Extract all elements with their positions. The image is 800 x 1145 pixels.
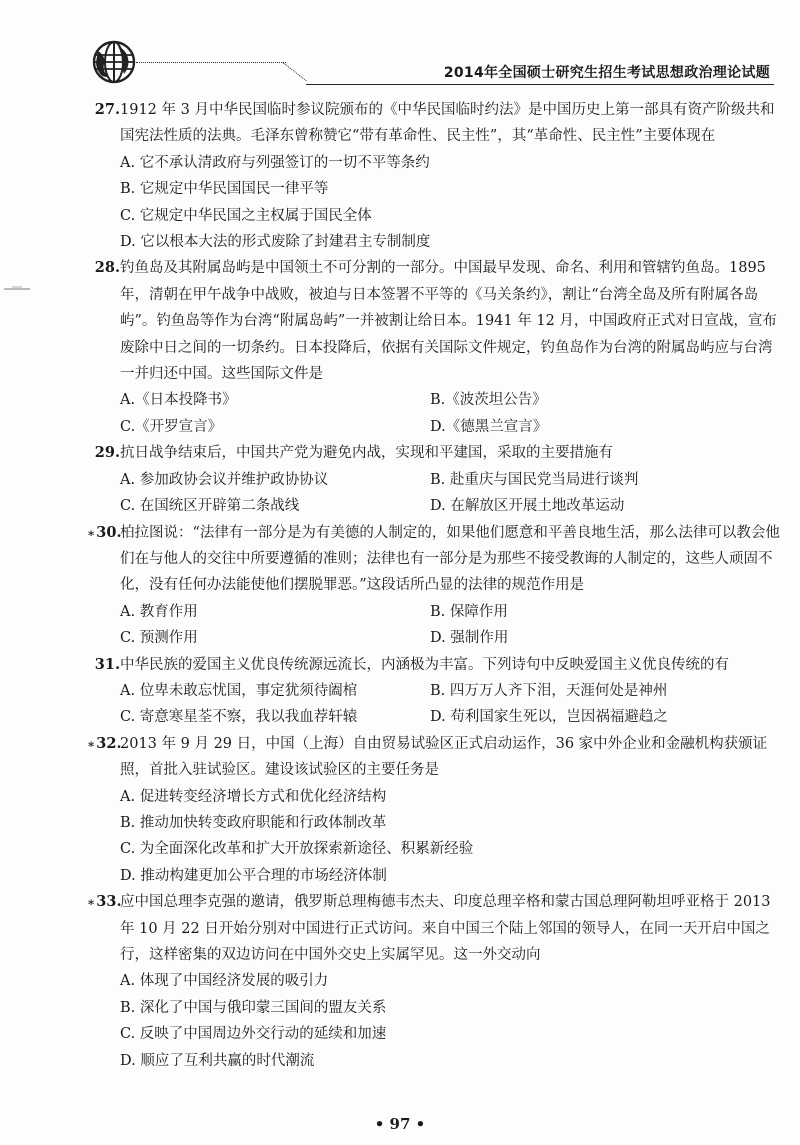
question-number-text: 32. <box>96 734 122 752</box>
answer-option: A. 促进转变经济增长方式和优化经济结构 <box>120 788 387 805</box>
question-number <box>87 97 120 123</box>
answer-option: D. 推动构建更加公平合理的市场经济体制 <box>120 867 387 884</box>
answer-options <box>95 678 780 731</box>
answer-options <box>95 968 780 1074</box>
answer-option-row <box>120 467 780 493</box>
header-dotted-line-slant <box>282 62 306 81</box>
star-marker-icon: ∗ <box>87 525 96 540</box>
header-dotted-line <box>136 62 286 63</box>
question-29 <box>95 440 780 519</box>
answer-option-row <box>120 387 780 413</box>
answer-options <box>95 467 780 520</box>
answer-option-row <box>120 678 780 704</box>
star-marker-icon: ∗ <box>87 895 96 910</box>
question-number-text: 33. <box>96 893 122 911</box>
answer-option: A. 它不承认清政府与列强签订的一切不平等条约 <box>120 154 430 171</box>
answer-option: C. 预测作用 <box>120 630 198 647</box>
answer-option: B. 它规定中华民国国民一律平等 <box>120 181 329 198</box>
question-number-text: 27. <box>94 101 120 118</box>
answer-options <box>95 150 780 256</box>
answer-option: C.《开罗宣言》 <box>120 418 223 435</box>
answer-options <box>95 387 780 440</box>
answer-option: B.《波茨坦公告》 <box>430 392 547 409</box>
page-header-title: 2014年全国硕士研究生招生考试思想政治理论试题 <box>443 65 770 81</box>
answer-option-row <box>120 704 780 730</box>
answer-option: A. 参加政协会议并维护政协协议 <box>120 471 329 488</box>
question-stem-text: 抗日战争结束后，中国共产党为避免内战，实现和平建国，采取的主要措施有 <box>120 445 613 462</box>
answer-option: B. 赴重庆与国民党当局进行谈判 <box>430 471 639 488</box>
question-stem <box>95 652 780 678</box>
question-number <box>87 889 120 915</box>
question-number-text: 31. <box>94 655 120 673</box>
answer-option: C. 它规定中华民国之主权属于国民全体 <box>120 207 372 224</box>
answer-option: A.《日本投降书》 <box>120 392 237 409</box>
answer-option: A. 位卑未敢忘忧国，事定犹须待阖棺 <box>120 682 358 699</box>
star-marker-icon: ∗ <box>87 736 96 751</box>
answer-option: D. 在解放区开展土地改革运动 <box>430 498 625 515</box>
answer-option: A. 教育作用 <box>120 603 198 620</box>
answer-option-row <box>120 414 780 440</box>
answer-option-row <box>120 625 780 651</box>
globe-icon <box>92 40 136 84</box>
question-stem <box>87 520 780 599</box>
question-stem-text: 钓鱼岛及其附属岛屿是中国领土不可分割的一部分。中国最早发现、命名、利用和管辖钓鱼岛。1895 年，清朝在甲午战争中战败，被迫与日本签署不平等的《马关条约》，割让“台湾全岛及所有附属各岛屿”。钓鱼岛等作为台湾“附属岛屿”一并被割让给日本。1941 年 12 月，中国政府正式对日宣战，宣布废除中日之间的一切条约。日本投降后，依据有关国际文件规定，钓鱼岛作为台湾的附属岛屿应与台湾一并归还中国。这些国际文件是 <box>120 260 777 383</box>
answer-option: B. 推动加快转变政府职能和行政体制改革 <box>120 814 387 831</box>
answer-option: B. 保障作用 <box>430 603 508 620</box>
answer-option: D. 苟利国家生死以，岂因祸福避趋之 <box>430 709 668 726</box>
question-stem-text: 应中国总理李克强的邀请，俄罗斯总理梅德韦杰夫、印度总理辛格和蒙古国总理阿勒坦呼亚格于 2013 年 10 月 22 日开始分别对中国进行正式访问。来自中国三个陆上邻国的领导人，在同一天开启中国之行，这样密集的双边访问在中国外交史上实属罕见。这一外交动向 <box>120 894 771 963</box>
page-header <box>0 0 800 95</box>
header-rule <box>306 84 774 85</box>
question-list <box>87 97 780 1074</box>
answer-option: D. 它以根本大法的形式废除了封建君主专制制度 <box>120 234 431 251</box>
question-number-text: 28. <box>94 259 120 277</box>
question-27 <box>95 97 780 255</box>
answer-option-row <box>120 599 780 625</box>
question-31 <box>95 652 780 731</box>
answer-option: B. 深化了中国与俄印蒙三国间的盟友关系 <box>120 999 387 1016</box>
question-stem <box>95 255 780 387</box>
answer-options <box>95 599 780 652</box>
question-28 <box>95 255 780 440</box>
answer-option: B. 四万万人齐下泪，天涯何处是神州 <box>430 682 668 699</box>
question-33 <box>87 889 780 1074</box>
question-number <box>87 652 120 678</box>
answer-option: D. 强制作用 <box>430 630 509 647</box>
question-number <box>87 255 120 281</box>
question-number-text: 29. <box>94 444 120 462</box>
answer-option: C. 为全面深化改革和扩大开放探索新途径、积累新经验 <box>120 841 474 858</box>
answer-options <box>95 784 780 890</box>
answer-option: C. 寄意寒星荃不察，我以我血荐轩辕 <box>120 709 358 726</box>
question-number <box>87 520 120 546</box>
page-number: • 97 • <box>374 1115 426 1133</box>
question-number-text: 30. <box>96 523 122 541</box>
answer-option: D.《德黑兰宣言》 <box>430 418 548 435</box>
margin-scan-mark <box>4 286 30 292</box>
answer-option: A. 体现了中国经济发展的吸引力 <box>120 973 329 990</box>
question-stem-text: 柏拉图说：“法律有一部分是为有美德的人制定的，如果他们愿意和平善良地生活，那么法律可以教会他们在与他人的交往中所要遵循的准则；法律也有一部分是为那些不接受教诲的人制定的，这些人顽固不化，没有任何办法能使他们摆脱罪恶。”这段话所凸显的法律的规范作用是 <box>120 524 780 594</box>
question-stem <box>95 97 780 150</box>
question-30 <box>87 520 780 652</box>
question-stem <box>87 889 780 968</box>
answer-option: C. 在国统区开辟第二条战线 <box>120 498 300 515</box>
question-stem <box>95 440 780 466</box>
question-stem-text: 中华民族的爱国主义优良传统源远流长，内涵极为丰富。下列诗句中反映爱国主义优良传统的有 <box>120 656 729 673</box>
answer-option: D. 顺应了互利共赢的时代潮流 <box>120 1052 315 1069</box>
question-stem <box>87 731 780 784</box>
question-stem-text: 2013 年 9 月 29 日，中国（上海）自由贸易试验区正式启动运作，36 家中外企业和金融机构获颁证照，首批入驻试验区。建设该试验区的主要任务是 <box>120 735 768 779</box>
question-number <box>87 440 120 466</box>
question-number <box>87 731 120 757</box>
question-stem-text: 1912 年 3 月中华民国临时参议院颁布的《中华民国临时约法》是中国历史上第一部具有资产阶级共和国宪法性质的法典。毛泽东曾称赞它“带有革命性、民主性”，其“革命性、民主性”主要体现在 <box>120 102 775 145</box>
answer-option: C. 反映了中国周边外交行动的延续和加速 <box>120 1026 387 1043</box>
answer-option-row <box>120 493 780 519</box>
question-32 <box>87 731 780 889</box>
